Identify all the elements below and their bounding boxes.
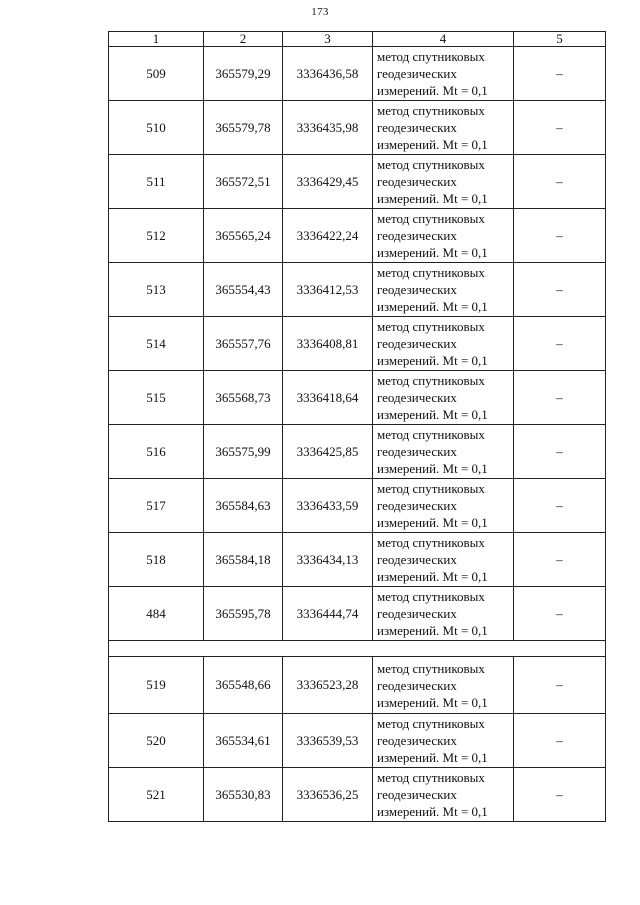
method-text-line: измерений. Mt = 0,1 xyxy=(377,299,488,314)
point-number-cell: 512 xyxy=(109,209,204,263)
table-row xyxy=(109,317,606,371)
method-text-line: измерений. Mt = 0,1 xyxy=(377,623,488,638)
column5-cell: – xyxy=(514,263,606,317)
header-cell-2: 2 xyxy=(204,32,283,47)
y-coordinate-cell: 3336429,45 xyxy=(283,155,373,209)
table-row xyxy=(109,533,606,587)
method-cell xyxy=(373,101,514,155)
y-coordinate-cell: 3336412,53 xyxy=(283,263,373,317)
method-text-line: геодезических xyxy=(377,228,457,243)
method-cell xyxy=(373,47,514,101)
coordinates-table xyxy=(108,31,606,822)
method-text-line: измерений. Mt = 0,1 xyxy=(377,407,488,422)
x-coordinate-cell: 365534,61 xyxy=(204,714,283,768)
method-text-line: измерений. Mt = 0,1 xyxy=(377,804,488,819)
y-coordinate-cell: 3336422,24 xyxy=(283,209,373,263)
x-coordinate-cell: 365557,76 xyxy=(204,317,283,371)
table-row xyxy=(109,101,606,155)
column5-cell: – xyxy=(514,533,606,587)
column5-cell: – xyxy=(514,657,606,714)
method-cell xyxy=(373,425,514,479)
x-coordinate-cell: 365568,73 xyxy=(204,371,283,425)
table-body xyxy=(109,32,606,822)
method-text-line: геодезических xyxy=(377,174,457,189)
column5-cell: – xyxy=(514,714,606,768)
method-text-line: метод спутниковых xyxy=(377,660,485,676)
method-cell xyxy=(373,533,514,587)
x-coordinate-cell: 365584,18 xyxy=(204,533,283,587)
method-cell xyxy=(373,317,514,371)
spacer-row xyxy=(109,641,606,657)
method-cell xyxy=(373,155,514,209)
y-coordinate-cell: 3336434,13 xyxy=(283,533,373,587)
x-coordinate-cell: 365530,83 xyxy=(204,768,283,822)
y-coordinate-cell: 3336418,64 xyxy=(283,371,373,425)
method-cell xyxy=(373,371,514,425)
method-cell xyxy=(373,479,514,533)
method-text-line: геодезических xyxy=(377,282,457,297)
table-row xyxy=(109,479,606,533)
x-coordinate-cell: 365554,43 xyxy=(204,263,283,317)
table-row xyxy=(109,768,606,822)
method-text-line: измерений. Mt = 0,1 xyxy=(377,83,488,98)
column5-cell: – xyxy=(514,587,606,641)
method-text-line: метод спутниковых xyxy=(377,157,485,172)
header-cell-4: 4 xyxy=(373,32,514,47)
column5-cell: – xyxy=(514,209,606,263)
column5-cell: – xyxy=(514,317,606,371)
method-text-line: геодезических xyxy=(377,120,457,135)
method-text-line: измерений. Mt = 0,1 xyxy=(377,694,488,710)
method-text-line: метод спутниковых xyxy=(377,535,485,550)
point-number-cell: 517 xyxy=(109,479,204,533)
header-cell-3: 3 xyxy=(283,32,373,47)
y-coordinate-cell: 3336539,53 xyxy=(283,714,373,768)
point-number-cell: 511 xyxy=(109,155,204,209)
column5-cell: – xyxy=(514,479,606,533)
method-text-line: геодезических xyxy=(377,336,457,351)
point-number-cell: 514 xyxy=(109,317,204,371)
column5-cell: – xyxy=(514,155,606,209)
table-row xyxy=(109,155,606,209)
spacer-cell xyxy=(109,641,606,657)
method-text-line: измерений. Mt = 0,1 xyxy=(377,191,488,206)
method-text-line: метод спутниковых xyxy=(377,211,485,226)
method-text-line: измерений. Mt = 0,1 xyxy=(377,137,488,152)
header-cell-5: 5 xyxy=(514,32,606,47)
x-coordinate-cell: 365548,66 xyxy=(204,657,283,714)
method-text-line: геодезических xyxy=(377,552,457,567)
page-number: 173 xyxy=(311,6,329,18)
x-coordinate-cell: 365579,78 xyxy=(204,101,283,155)
method-text-line: геодезических xyxy=(377,677,457,693)
point-number-cell: 484 xyxy=(109,587,204,641)
y-coordinate-cell: 3336425,85 xyxy=(283,425,373,479)
point-number-cell: 509 xyxy=(109,47,204,101)
method-text-line: измерений. Mt = 0,1 xyxy=(377,461,488,476)
column5-cell: – xyxy=(514,425,606,479)
method-text-line: метод спутниковых xyxy=(377,481,485,496)
y-coordinate-cell: 3336433,59 xyxy=(283,479,373,533)
y-coordinate-cell: 3336435,98 xyxy=(283,101,373,155)
point-number-cell: 515 xyxy=(109,371,204,425)
method-text-line: измерений. Mt = 0,1 xyxy=(377,750,488,765)
method-text-line: метод спутниковых xyxy=(377,716,485,731)
header-row xyxy=(109,32,606,47)
method-text-line: метод спутниковых xyxy=(377,319,485,334)
column5-cell: – xyxy=(514,371,606,425)
point-number-cell: 519 xyxy=(109,657,204,714)
table-row xyxy=(109,47,606,101)
table-row xyxy=(109,657,606,714)
method-text-line: метод спутниковых xyxy=(377,103,485,118)
method-cell xyxy=(373,263,514,317)
x-coordinate-cell: 365565,24 xyxy=(204,209,283,263)
method-text-line: геодезических xyxy=(377,390,457,405)
column5-cell: – xyxy=(514,47,606,101)
x-coordinate-cell: 365579,29 xyxy=(204,47,283,101)
point-number-cell: 521 xyxy=(109,768,204,822)
method-text-line: метод спутниковых xyxy=(377,49,485,64)
method-cell xyxy=(373,714,514,768)
method-cell xyxy=(373,657,514,714)
column5-cell: – xyxy=(514,101,606,155)
method-text-line: метод спутниковых xyxy=(377,265,485,280)
table-row xyxy=(109,263,606,317)
column5-cell: – xyxy=(514,768,606,822)
point-number-cell: 518 xyxy=(109,533,204,587)
x-coordinate-cell: 365575,99 xyxy=(204,425,283,479)
method-cell xyxy=(373,209,514,263)
method-cell xyxy=(373,768,514,822)
method-text-line: геодезических xyxy=(377,66,457,81)
table-row xyxy=(109,209,606,263)
header-cell-1: 1 xyxy=(109,32,204,47)
table-row xyxy=(109,714,606,768)
method-text-line: геодезических xyxy=(377,444,457,459)
method-text-line: измерений. Mt = 0,1 xyxy=(377,569,488,584)
x-coordinate-cell: 365595,78 xyxy=(204,587,283,641)
y-coordinate-cell: 3336523,28 xyxy=(283,657,373,714)
point-number-cell: 516 xyxy=(109,425,204,479)
method-text-line: метод спутниковых xyxy=(377,427,485,442)
method-text-line: геодезических xyxy=(377,787,457,802)
table-row xyxy=(109,371,606,425)
method-text-line: измерений. Mt = 0,1 xyxy=(377,515,488,530)
method-text-line: геодезических xyxy=(377,733,457,748)
method-text-line: геодезических xyxy=(377,606,457,621)
x-coordinate-cell: 365572,51 xyxy=(204,155,283,209)
x-coordinate-cell: 365584,63 xyxy=(204,479,283,533)
method-text-line: геодезических xyxy=(377,498,457,513)
method-text-line: метод спутниковых xyxy=(377,589,485,604)
y-coordinate-cell: 3336408,81 xyxy=(283,317,373,371)
point-number-cell: 510 xyxy=(109,101,204,155)
table-row xyxy=(109,587,606,641)
point-number-cell: 513 xyxy=(109,263,204,317)
method-cell xyxy=(373,587,514,641)
method-text-line: метод спутниковых xyxy=(377,373,485,388)
y-coordinate-cell: 3336536,25 xyxy=(283,768,373,822)
method-text-line: измерений. Mt = 0,1 xyxy=(377,353,488,368)
y-coordinate-cell: 3336444,74 xyxy=(283,587,373,641)
method-text-line: метод спутниковых xyxy=(377,770,485,785)
table-row xyxy=(109,425,606,479)
point-number-cell: 520 xyxy=(109,714,204,768)
y-coordinate-cell: 3336436,58 xyxy=(283,47,373,101)
method-text-line: измерений. Mt = 0,1 xyxy=(377,245,488,260)
